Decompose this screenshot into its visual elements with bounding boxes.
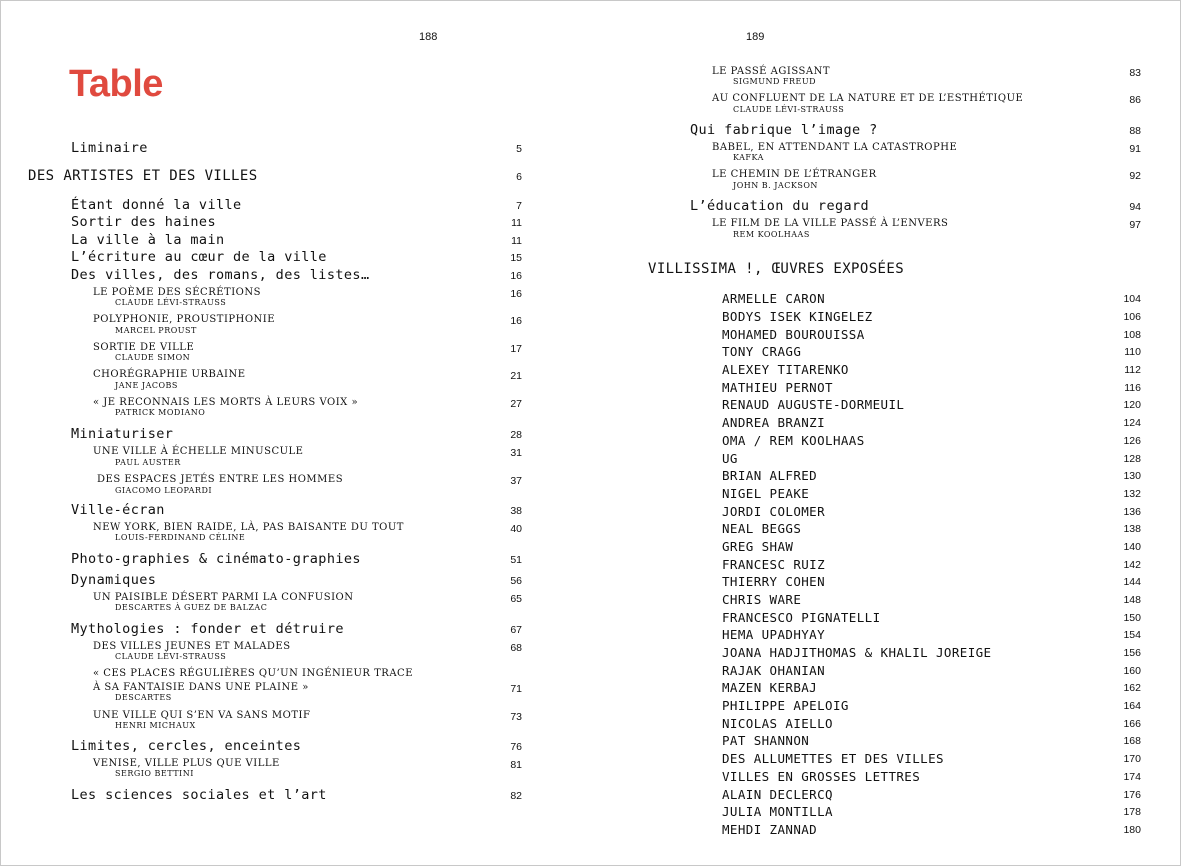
toc-section-title: Qui fabrique l’image ? [690,122,878,138]
toc-page-number: 150 [1123,612,1141,624]
toc-text-author: DESCARTES À GUEZ DE BALZAC [115,603,268,612]
toc-section-title: L’éducation du regard [690,198,870,214]
toc-page-number: 154 [1123,629,1141,641]
toc-page-number: 128 [1123,453,1141,465]
toc-section-title: Sortir des haines [71,214,216,230]
toc-section-title: Dynamiques [71,572,157,588]
toc-page-number: 144 [1123,576,1141,588]
toc-text-author: SIGMUND FREUD [733,77,816,86]
toc-page-number: 176 [1123,789,1141,801]
toc-page-number: 86 [1129,94,1141,106]
toc-text-title: CHORÉGRAPHIE URBAINE [93,369,246,380]
toc-artist-name: UG [722,451,738,466]
toc-text-author: CLAUDE LÉVI-STRAUSS [115,652,227,661]
toc-page-number: 83 [1129,67,1141,79]
toc-text-title: LE POÈME DES SÉCRÉTIONS [93,287,261,298]
toc-artist-name: NIGEL PEAKE [722,486,810,501]
toc-page-number: 142 [1123,559,1141,571]
toc-text-title: VENISE, VILLE PLUS QUE VILLE [93,758,280,769]
toc-artist-name: FRANCESCO PIGNATELLI [722,610,881,625]
toc-page-number: 168 [1123,735,1141,747]
toc-text-title: DES ESPACES JETÉS ENTRE LES HOMMES [97,474,344,485]
toc-page-number: 56 [510,575,522,587]
toc-text-title: UN PAISIBLE DÉSERT PARMI LA CONFUSION [93,592,354,603]
toc-section-title: Liminaire [71,140,148,156]
toc-section-title: Étant donné la ville [71,197,242,213]
toc-part-heading: DES ARTISTES ET DES VILLES [28,168,258,184]
toc-text-author: CLAUDE LÉVI-STRAUSS [733,105,845,114]
toc-page-number: 126 [1123,435,1141,447]
toc-page-number: 170 [1123,753,1141,765]
toc-artist-name: ANDREA BRANZI [722,415,826,430]
toc-page-number: 178 [1123,806,1141,818]
toc-text-title: DES VILLES JEUNES ET MALADES [93,641,291,652]
toc-page-number: 132 [1123,488,1141,500]
toc-part-heading: VILLISSIMA !, ŒUVRES EXPOSÉES [648,261,905,277]
toc-artist-name: JOANA HADJITHOMAS & KHALIL JOREIGE [722,645,992,660]
toc-artist-name: JULIA MONTILLA [722,804,833,819]
toc-page-number: 156 [1123,647,1141,659]
toc-page-number: 120 [1123,399,1141,411]
toc-page-number: 5 [516,143,522,155]
toc-text-author: JOHN B. JACKSON [733,181,818,190]
toc-page-number: 160 [1123,665,1141,677]
toc-artist-name: MAZEN KERBAJ [722,680,818,695]
toc-page-number: 76 [510,741,522,753]
toc-artist-name: HEMA UPADHYAY [722,627,826,642]
toc-page-number: 104 [1123,293,1141,305]
toc-artist-name: ALAIN DECLERCQ [722,787,833,802]
toc-page-number: 65 [510,593,522,605]
toc-page-number: 17 [510,343,522,355]
toc-page-number: 138 [1123,523,1141,535]
toc-artist-name: BODYS ISEK KINGELEZ [722,309,873,324]
toc-page-number: 180 [1123,824,1141,836]
toc-page-number: 108 [1123,329,1141,341]
toc-page-number: 110 [1124,346,1141,358]
toc-artist-name: PAT SHANNON [722,733,810,748]
toc-text-author: CLAUDE SIMON [115,353,191,362]
toc-page-number: 162 [1123,682,1141,694]
toc-page-number: 91 [1129,143,1141,155]
toc-page-number: 82 [510,790,522,802]
toc-text-author: HENRI MICHAUX [115,721,196,730]
toc-page-number: 81 [510,759,522,771]
toc-text-author: CLAUDE LÉVI-STRAUSS [115,298,227,307]
toc-page-number: 73 [510,711,522,723]
toc-section-title: Ville-écran [71,502,165,518]
toc-text-title: « JE RECONNAIS LES MORTS À LEURS VOIX » [93,397,359,408]
toc-section-title: La ville à la main [71,232,225,248]
toc-artist-name: JORDI COLOMER [722,504,826,519]
toc-artist-name: MEHDI ZANNAD [722,822,818,837]
toc-page-number: 37 [510,475,522,487]
toc-text-title: SORTIE DE VILLE [93,342,195,353]
page-number-right: 189 [746,31,765,43]
toc-artist-name: THIERRY COHEN [722,574,826,589]
toc-page-number: 6 [516,171,522,183]
toc-page-number: 116 [1124,382,1141,394]
toc-section-title: Miniaturiser [71,426,174,442]
toc-artist-name: OMA / REM KOOLHAAS [722,433,865,448]
toc-artist-name: ARMELLE CARON [722,291,826,306]
toc-section-title: Limites, cercles, enceintes [71,738,302,754]
toc-artist-name: BRIAN ALFRED [722,468,818,483]
toc-text-title: BABEL, EN ATTENDANT LA CATASTROPHE [712,142,958,153]
toc-artist-name: MATHIEU PERNOT [722,380,833,395]
toc-text-author: DESCARTES [115,693,172,702]
toc-page-number: 15 [510,252,522,264]
toc-page-number: 88 [1129,125,1141,137]
toc-section-title: Les sciences sociales et l’art [71,787,327,803]
toc-text-author: MARCEL PROUST [115,326,197,335]
toc-text-title: LE CHEMIN DE L’ÉTRANGER [712,169,877,180]
toc-text-title: « CES PLACES RÉGULIÈRES QU’UN INGÉNIEUR TRACE [93,668,413,679]
page-number-left: 188 [419,31,438,43]
toc-artist-name: FRANCESC RUIZ [722,557,826,572]
toc-text-title: LE PASSÉ AGISSANT [712,66,830,77]
toc-page-number: 136 [1123,506,1141,518]
toc-artist-name: NEAL BEGGS [722,521,802,536]
toc-page-number: 68 [510,642,522,654]
toc-page-number: 92 [1129,170,1141,182]
toc-text-title: AU CONFLUENT DE LA NATURE ET DE L’ESTHÉTIQUE [712,93,1024,104]
toc-text-title: UNE VILLE QUI S’EN VA SANS MOTIF [93,710,311,721]
toc-page-number: 112 [1124,364,1141,376]
toc-page-number: 16 [510,288,522,300]
toc-text-title: À SA FANTAISIE DANS UNE PLAINE » [93,682,309,693]
toc-page-number: 21 [510,370,522,382]
toc-page-number: 148 [1123,594,1141,606]
toc-page-number: 11 [511,217,522,229]
toc-page-number: 51 [510,554,522,566]
toc-artist-name: MOHAMED BOUROUISSA [722,327,865,342]
toc-artist-name: RENAUD AUGUSTE-DORMEUIL [722,397,905,412]
toc-artist-name: CHRIS WARE [722,592,802,607]
toc-text-title: POLYPHONIE, PROUSTIPHONIE [93,314,276,325]
toc-page-number: 7 [516,200,522,212]
toc-page-number: 130 [1123,470,1141,482]
toc-page-number: 27 [510,398,522,410]
toc-artist-name: VILLES EN GROSSES LETTRES [722,769,921,784]
toc-page-number: 40 [510,523,522,535]
toc-page-number: 28 [510,429,522,441]
toc-page-number: 166 [1123,718,1141,730]
toc-text-author: LOUIS-FERDINAND CÉLINE [115,533,246,542]
toc-text-title: UNE VILLE À ÉCHELLE MINUSCULE [93,446,304,457]
toc-page-number: 71 [510,683,522,695]
toc-text-author: PAUL AUSTER [115,458,181,467]
toc-artist-name: ALEXEY TITARENKO [722,362,849,377]
toc-page-number: 31 [510,447,522,459]
toc-page-number: 16 [510,270,522,282]
toc-text-author: GIACOMO LEOPARDI [115,486,213,495]
toc-text-title: NEW YORK, BIEN RAIDE, LÀ, PAS BAISANTE DU TOUT [93,522,404,533]
page-title: Table [69,63,163,105]
toc-section-title: Des villes, des romans, des listes… [71,267,370,283]
toc-page-number: 106 [1123,311,1141,323]
toc-artist-name: DES ALLUMETTES ET DES VILLES [722,751,944,766]
toc-text-title: LE FILM DE LA VILLE PASSÉ À L’ENVERS [712,218,949,229]
toc-section-title: Photo-graphies & cinémato-graphies [71,551,361,567]
toc-page-number: 174 [1123,771,1141,783]
toc-page-number: 97 [1129,219,1141,231]
toc-page-number: 124 [1123,417,1141,429]
toc-artist-name: TONY CRAGG [722,344,802,359]
toc-page-number: 38 [510,505,522,517]
toc-artist-name: NICOLAS AIELLO [722,716,833,731]
toc-artist-name: PHILIPPE APELOIG [722,698,849,713]
toc-page-number: 16 [510,315,522,327]
toc-page-number: 164 [1123,700,1141,712]
toc-artist-name: RAJAK OHANIAN [722,663,826,678]
toc-section-title: L’écriture au cœur de la ville [71,249,327,265]
toc-page-number: 94 [1129,201,1141,213]
toc-text-author: KAFKA [733,153,764,162]
toc-text-author: PATRICK MODIANO [115,408,206,417]
toc-section-title: Mythologies : fonder et détruire [71,621,344,637]
toc-artist-name: GREG SHAW [722,539,794,554]
toc-page-number: 140 [1123,541,1141,553]
toc-page-number: 67 [510,624,522,636]
toc-text-author: SERGIO BETTINI [115,769,194,778]
toc-page-number: 11 [511,235,522,247]
toc-text-author: JANE JACOBS [115,381,178,390]
toc-text-author: REM KOOLHAAS [733,230,810,239]
